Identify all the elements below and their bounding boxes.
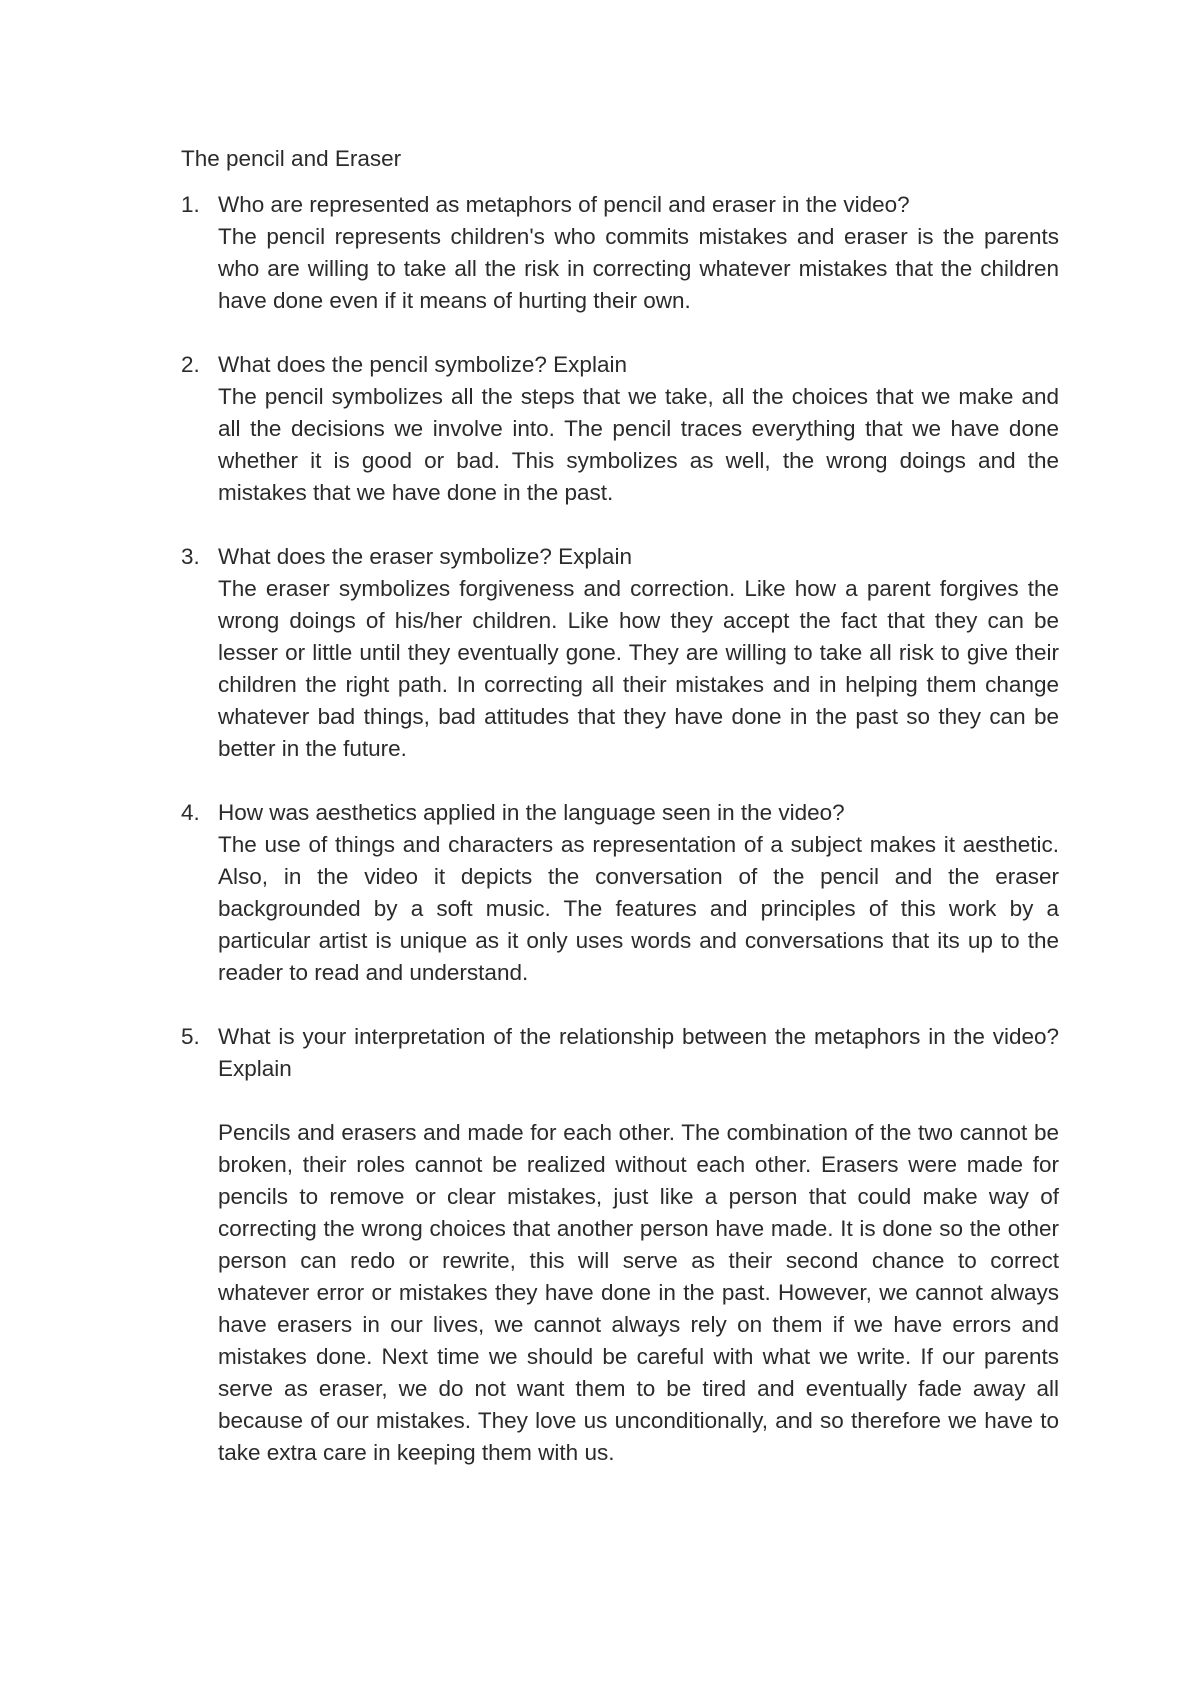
question-number: 2. [181,352,200,377]
answer-text: The eraser symbolizes forgiveness and correction. Like how a parent forgives the wrong doings of his/her children. Like how they accept the fact that they can be lesser or little until they eventually gone. They are willing to take all risk to give their children the right path. In correcting all their mistakes and in helping them change whatever bad things, bad attitudes that they have done in the past so they can be better in the future. [218,576,1059,761]
question-text: What does the eraser symbolize? Explain [218,544,632,569]
question-text: Who are represented as metaphors of pencil and eraser in the video? [218,192,910,217]
question-list [181,189,1059,1469]
answer-text: Pencils and erasers and made for each other. The combination of the two cannot be broken, their roles cannot be realized without each other. Erasers were made for pencils to remove or clear mistakes, just like a person that could make way of correcting the wrong choices that another person have made. It is done so the other person can redo or rewrite, this will serve as their second chance to correct whatever error or mistakes they have done in the past. However, we cannot always have erasers in our lives, we cannot always rely on them if we have errors and mistakes done. Next time we should be careful with what we write. If our parents serve as eraser, we do not want them to be tired and eventually fade away all because of our mistakes. They love us unconditionally, and so therefore we have to take extra care in keeping them with us. [218,1120,1059,1465]
question-text: How was aesthetics applied in the language seen in the video? [218,800,845,825]
question-number: 1. [181,192,200,217]
question-item-4 [181,797,1059,989]
question-number: 3. [181,544,200,569]
document-title: The pencil and Eraser [181,146,402,171]
question-item-2 [181,349,1059,509]
question-text: What is your interpretation of the relationship between the metaphors in the video? Explain [218,1024,1059,1081]
question-item-1 [181,189,1059,317]
question-text: What does the pencil symbolize? Explain [218,352,627,377]
answer-text: The pencil represents children's who commits mistakes and eraser is the parents who are willing to take all the risk in correcting whatever mistakes that the children have done even if it means of hurting their own. [218,224,1059,313]
question-number: 5. [181,1024,200,1049]
answer-text: The use of things and characters as representation of a subject makes it aesthetic. Also, in the video it depicts the conversation of the pencil and the eraser backgrounded by a soft music. The features and principles of this work by a particular artist is unique as it only uses words and conversations that its up to the reader to read and understand. [218,832,1059,985]
question-item-3 [181,541,1059,765]
document-body [181,143,1059,1501]
question-number: 4. [181,800,200,825]
question-item-5 [181,1021,1059,1469]
answer-text: The pencil symbolizes all the steps that we take, all the choices that we make and all the decisions we involve into. The pencil traces everything that we have done whether it is good or bad. This symbolizes as well, the wrong doings and the mistakes that we have done in the past. [218,384,1059,505]
